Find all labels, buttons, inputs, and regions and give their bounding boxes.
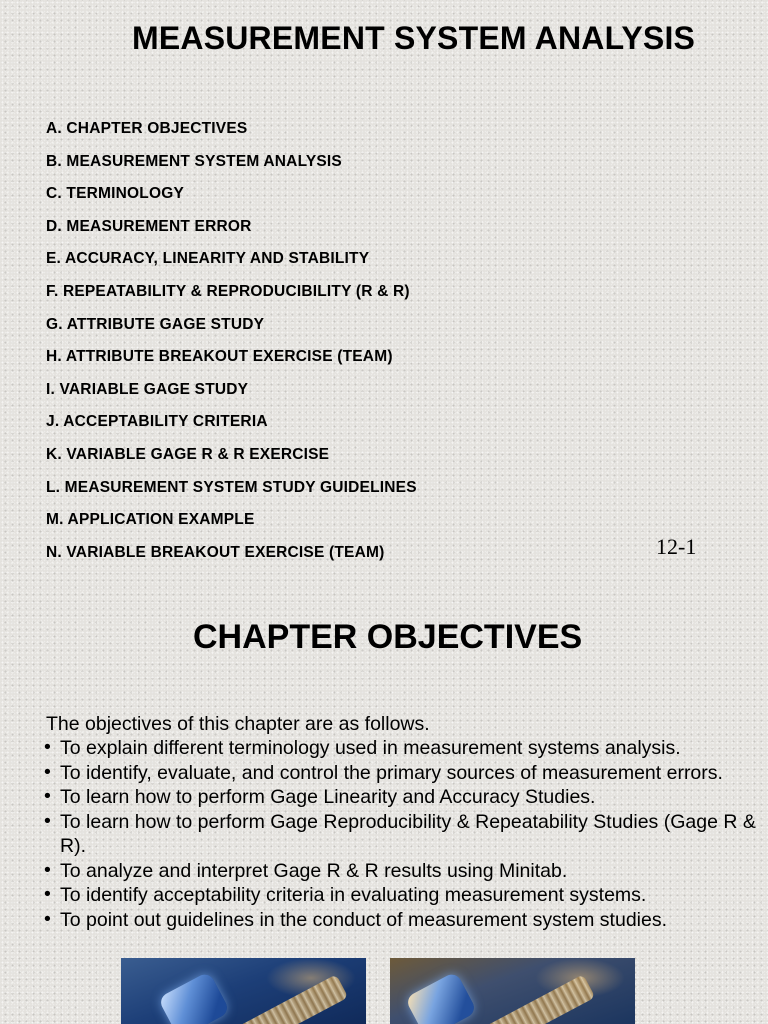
toc-item: J. ACCEPTABILITY CRITERIA	[46, 413, 268, 431]
objective-item: • To identify acceptability criteria in evaluating measurement systems.	[44, 883, 756, 908]
bolt-photo	[390, 958, 635, 1024]
toc-item: D. MEASUREMENT ERROR	[46, 217, 252, 235]
toc-item: A. CHAPTER OBJECTIVES	[46, 120, 248, 137]
table-of-contents	[46, 118, 417, 574]
toc-item: E. ACCURACY, LINEARITY AND STABILITY	[46, 250, 370, 268]
toc-item: I. VARIABLE GAGE STUDY	[46, 380, 249, 398]
bolt-head	[405, 971, 478, 1024]
toc-item: F. REPEATABILITY & REPRODUCIBILITY (R & R)	[46, 282, 410, 300]
objectives-list	[44, 736, 756, 932]
toc-item: B. MEASUREMENT SYSTEM ANALYSIS	[46, 152, 342, 170]
page-title: MEASUREMENT SYSTEM ANALYSIS	[132, 20, 696, 56]
toc-item: K. VARIABLE GAGE R & R EXERCISE	[46, 445, 330, 463]
section-intro: The objectives of this chapter are as follows.	[46, 713, 430, 735]
toc-item: C. TERMINOLOGY	[46, 185, 184, 203]
objective-item: • To analyze and interpret Gage R & R results using Minitab.	[44, 859, 756, 884]
bolt-photo	[121, 958, 366, 1024]
toc-item: G. ATTRIBUTE GAGE STUDY	[46, 315, 265, 333]
bolt-shank	[451, 974, 596, 1024]
toc-item: M. APPLICATION EXAMPLE	[46, 511, 255, 529]
section-heading: CHAPTER OBJECTIVES	[193, 618, 583, 656]
bolt-head	[158, 971, 231, 1024]
toc-item: L. MEASUREMENT SYSTEM STUDY GUIDELINES	[46, 478, 417, 496]
objective-item: • To identify, evaluate, and control the primary sources of measurement errors.	[44, 761, 756, 786]
objective-item: • To explain different terminology used in measurement systems analysis.	[44, 736, 756, 761]
toc-item: H. ATTRIBUTE BREAKOUT EXERCISE (TEAM)	[46, 348, 393, 366]
objective-item: • To learn how to perform Gage Reproducibility & Repeatability Studies (Gage R & R).	[44, 810, 756, 859]
objective-item: • To learn how to perform Gage Linearity and Accuracy Studies.	[44, 785, 756, 810]
toc-item: N. VARIABLE BREAKOUT EXERCISE (TEAM)	[46, 543, 385, 561]
page-number: 12-1	[656, 534, 697, 559]
objective-item: • To point out guidelines in the conduct of measurement system studies.	[44, 908, 756, 933]
